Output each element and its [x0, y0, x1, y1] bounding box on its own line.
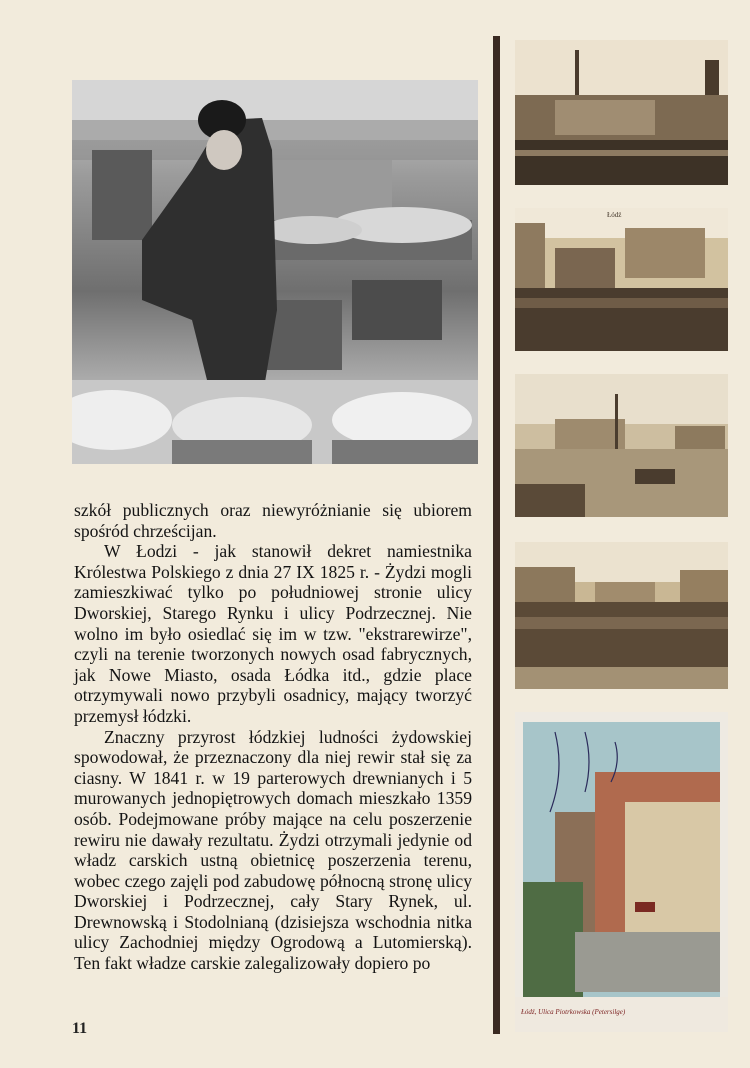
page-number: 11 [72, 1020, 88, 1037]
postcard-old-market-crowd [515, 208, 728, 351]
paragraph: W Łodzi - jak stanowił dekret namiestnika Królestwa Polskiego z dnia 27 IX 1825 r. - Żydzi mogli zamieszkiwać tylko po południowej stronie ulicy Dworskiej, Starego Rynku i ulicy Podrzecznej. Nie wolno im było osiedlać się im w tzw. "ekstrarewirze", czyli na terenie tworzonych nowych osad fabrycznych, jak Nowe Miasto, osada Łódka itd., gdzie place otrzymywali nowo przybyli osadnicy, mający tworzyć przemysł łódzki. [74, 541, 472, 726]
body-text [74, 500, 472, 974]
postcard-factories-market [515, 40, 728, 185]
vertical-divider [493, 36, 500, 1034]
postcard-caption: Łódź [607, 211, 622, 219]
paragraph: szkół publicznych oraz niewyróżnianie się ubiorem spośród chrześcijan. [74, 500, 472, 541]
postcard-piotrkowska-street [515, 712, 728, 1032]
postcard-street-square [515, 374, 728, 517]
postcard-caption: Łódź, Ulica Piotrkowska (Petersilge) [521, 1008, 626, 1016]
paragraph: Znaczny przyrost łódzkiej ludności żydowskiej spowodował, że przeznaczony dla niej rewir stał się za ciasny. W 1841 r. w 19 parterowych drewnianych i 5 murowanych jednopiętrowych domach mieszkało 1359 osób. Podejmowane próby mające na celu poszerzenie rewiru nie dawały rezultatu. Żydzi otrzymali jedynie od władz carskich ustną obietnicę poszerzenia terenu, wobec czego zajęli pod zabudowę północną stronę ulicy Dworskiej i Podrzecznej, cały Stary Rynek, ul. Drewnowską i Stodolnianą (dzisiejsza wschodnia nitka ulicy Zachodniej między Ogrodową a Lutomierską). Ten fakt władze carskie zalegalizowały dopiero po [74, 726, 472, 974]
postcard-busy-market-square [515, 542, 728, 689]
market-vendor-photo [72, 80, 478, 464]
